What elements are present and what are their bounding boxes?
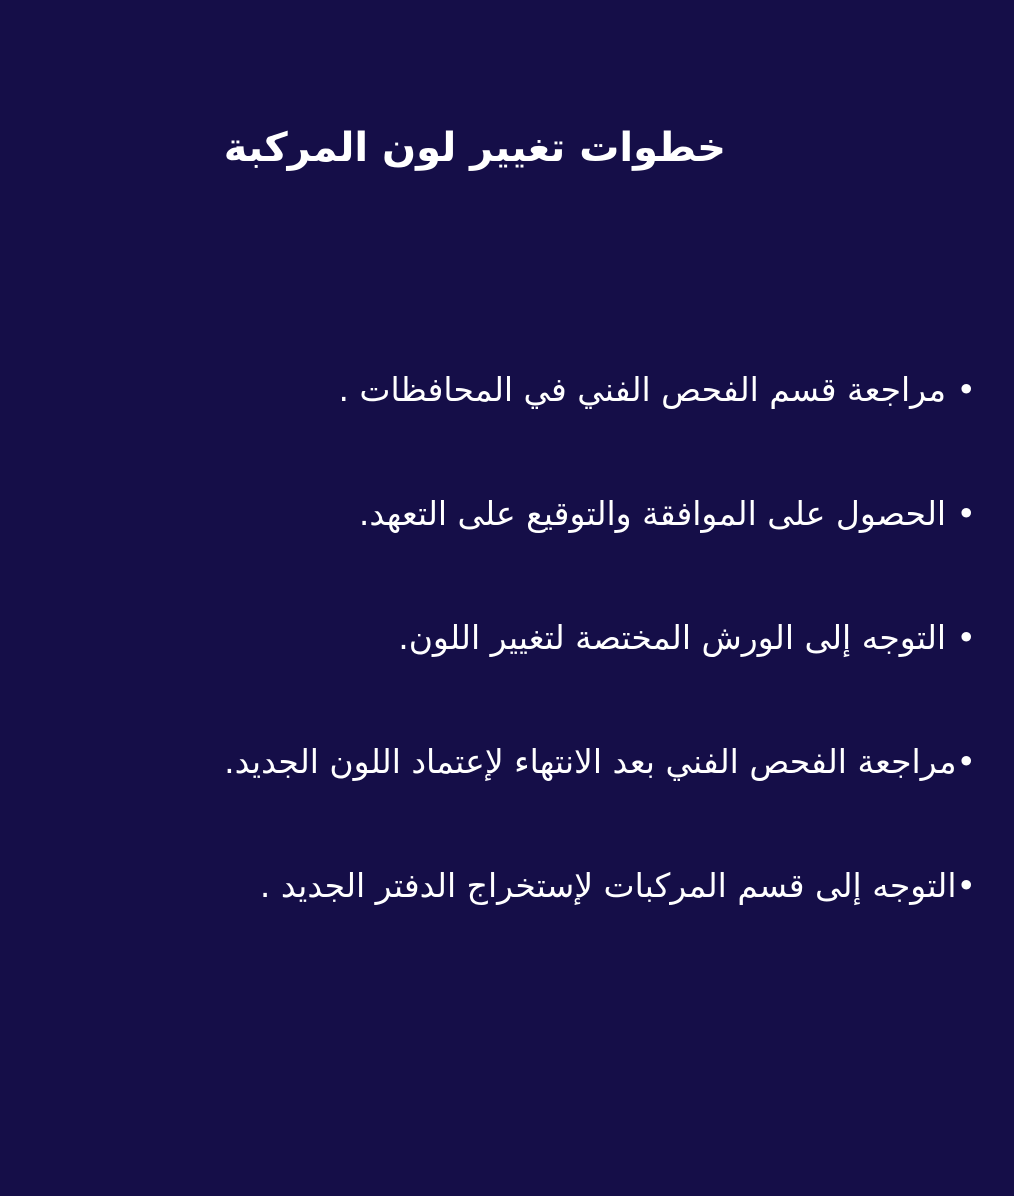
step-item: • الحصول على الموافقة والتوقيع على التعهد. xyxy=(358,494,976,533)
step-item: •مراجعة الفحص الفني بعد الانتهاء لإعتماد اللون الجديد. xyxy=(224,742,976,781)
step-item: • مراجعة قسم الفحص الفني في المحافظات . xyxy=(338,370,976,409)
step-item: • التوجه إلى الورش المختصة لتغيير اللون. xyxy=(398,618,976,657)
page-title: خطوات تغيير لون المركبة xyxy=(223,125,726,171)
steps-list xyxy=(224,360,976,980)
step-item: •التوجه إلى قسم المركبات لإستخراج الدفتر الجديد . xyxy=(259,866,976,905)
